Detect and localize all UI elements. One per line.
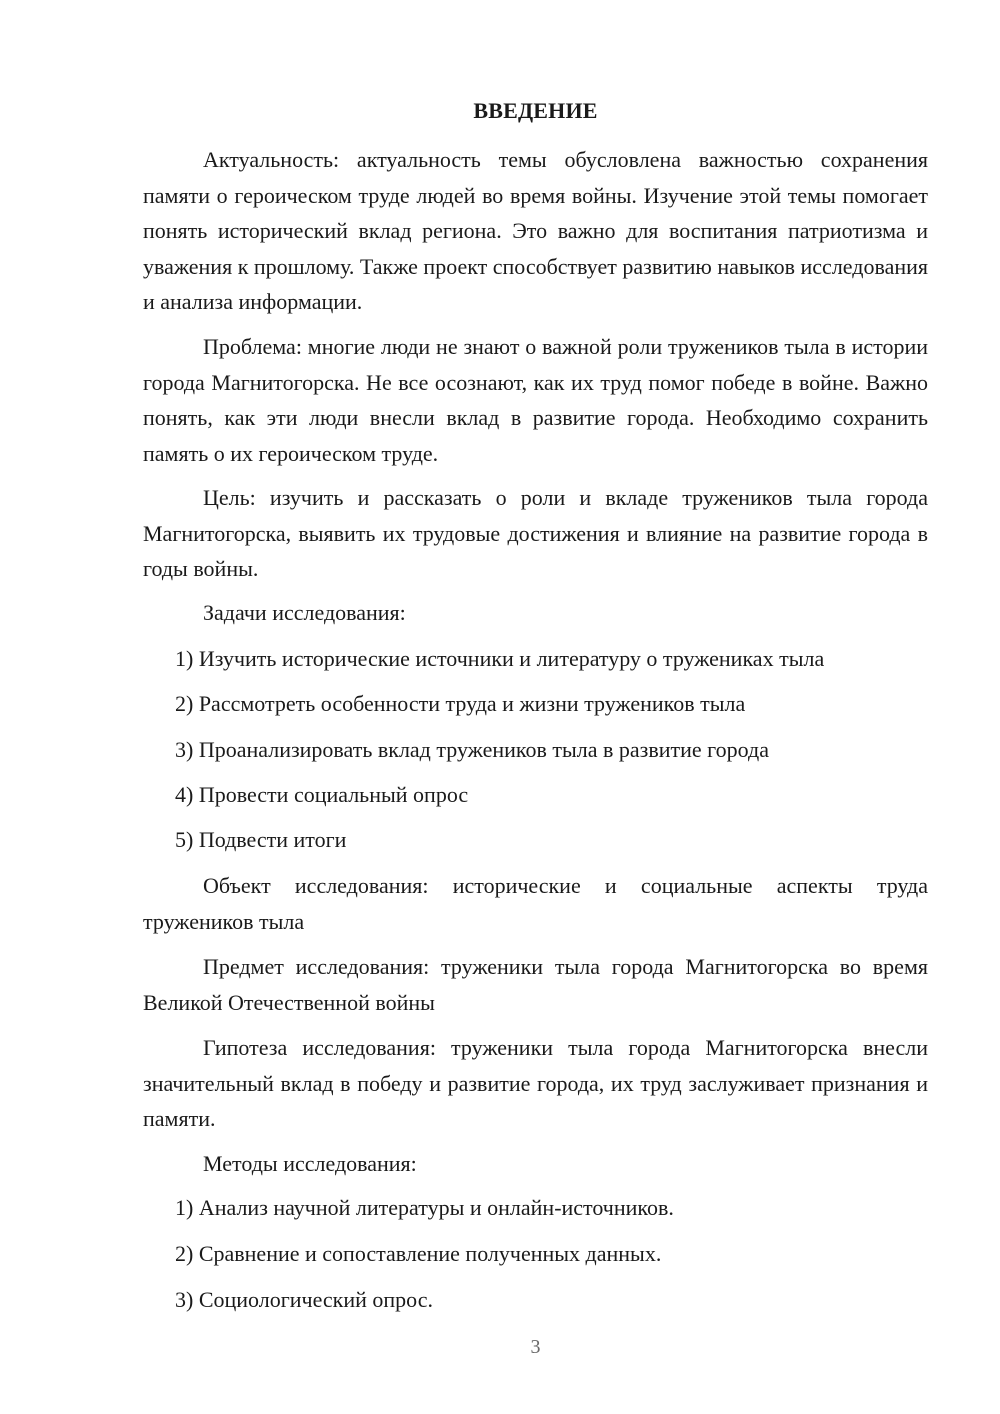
paragraph-object: Объект исследования: исторические и социальные аспекты труда тружеников тыла	[143, 873, 928, 934]
paragraph-hypothesis: Гипотеза исследования: труженики тыла города Магнитогорска внесли значительный вклад в победу и развитие города, их труд заслуживает признания и памяти.	[143, 1035, 928, 1131]
task-item: 1) Изучить исторические источники и литературу о тружениках тыла	[175, 646, 825, 671]
method-item: 3) Социологический опрос.	[175, 1287, 433, 1312]
method-item: 2) Сравнение и сопоставление полученных данных.	[175, 1241, 662, 1266]
task-item: 3) Проанализировать вклад тружеников тыла в развитие города	[175, 737, 769, 762]
tasks-title: Задачи исследования:	[203, 600, 406, 625]
methods-title: Методы исследования:	[203, 1151, 417, 1176]
paragraph-subject: Предмет исследования: труженики тыла города Магнитогорска во время Великой Отечественной войны	[143, 954, 928, 1015]
task-item: 5) Подвести итоги	[175, 827, 347, 852]
section-heading: ВВЕДЕНИЕ	[473, 98, 598, 123]
task-item: 4) Провести социальный опрос	[175, 782, 469, 807]
paragraph-relevance: Актуальность: актуальность темы обусловлена важностью сохранения памяти о героическом труде людей во время войны. Изучение этой темы помогает понять исторический вклад региона. Это важно для воспитания патриотизма и уважения к прошлому. Также проект способствует развитию навыков исследования и анализа информации.	[143, 147, 928, 314]
document-page	[143, 0, 928, 1414]
paragraph-problem: Проблема: многие люди не знают о важной роли тружеников тыла в истории города Магнитогорска. Не все осознают, как их труд помог победе в войне. Важно понять, как эти люди внесли вклад в развитие города. Необходимо сохранить память о их героическом труде.	[143, 334, 928, 466]
page-number: 3	[530, 1336, 541, 1358]
task-item: 2) Рассмотреть особенности труда и жизни тружеников тыла	[175, 691, 746, 716]
method-item: 1) Анализ научной литературы и онлайн-источников.	[175, 1195, 674, 1220]
paragraph-goal: Цель: изучить и рассказать о роли и вкладе тружеников тыла города Магнитогорска, выявить их трудовые достижения и влияние на развитие города в годы войны.	[143, 485, 928, 581]
